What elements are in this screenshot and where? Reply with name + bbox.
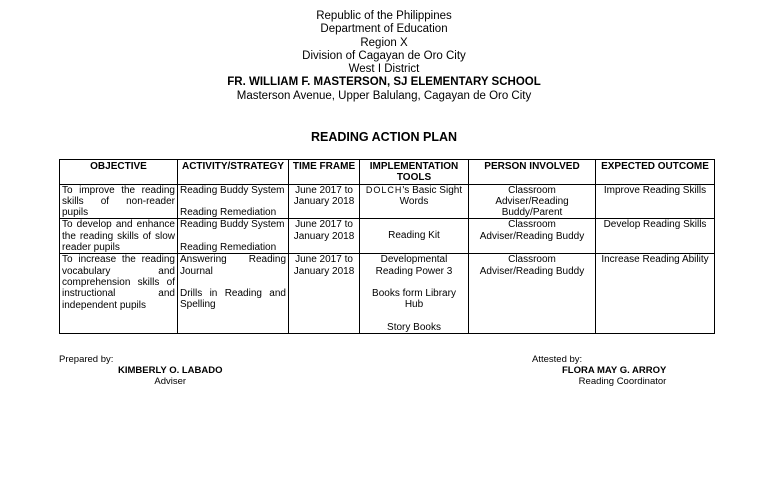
prepared-by-role: Adviser bbox=[154, 376, 187, 387]
activity-line: Reading Remediation bbox=[180, 206, 277, 218]
tools-line: Story Books bbox=[387, 321, 441, 333]
cell-objective: To improve the reading skills of non-reader pupils bbox=[60, 184, 178, 219]
tools-brand: DOLCH bbox=[365, 184, 403, 195]
cell-outcome: Develop Reading Skills bbox=[596, 219, 715, 254]
attested-by-name: FLORA MAY G. ARROY bbox=[562, 365, 667, 376]
cell-activity bbox=[178, 254, 289, 333]
tools-line: Reading Kit bbox=[388, 230, 440, 242]
header-line-region: Region X bbox=[360, 36, 408, 49]
column-header-person: PERSON INVOLVED bbox=[469, 160, 596, 185]
cell-tools bbox=[360, 254, 469, 333]
cell-activity bbox=[178, 184, 289, 219]
column-header-outcome: EXPECTED OUTCOME bbox=[596, 160, 715, 185]
cell-outcome: Increase Reading Ability bbox=[596, 254, 715, 333]
table-row bbox=[60, 254, 715, 333]
cell-time-frame: June 2017 to January 2018 bbox=[289, 184, 360, 219]
table-header-row bbox=[60, 160, 715, 185]
prepared-by-signature bbox=[118, 365, 223, 387]
activity-line: Reading Buddy System bbox=[180, 184, 285, 196]
header-line-department: Department of Education bbox=[320, 23, 448, 36]
attested-by-role: Reading Coordinator bbox=[578, 376, 667, 387]
cell-person: Classroom Adviser/Reading Buddy bbox=[469, 219, 596, 254]
document-header bbox=[0, 10, 768, 103]
header-line-republic: Republic of the Philippines bbox=[316, 10, 452, 22]
activity-line: Reading Buddy System bbox=[180, 219, 285, 231]
column-header-tools: IMPLEMENTATION TOOLS bbox=[360, 160, 469, 185]
prepared-by-label: Prepared by: bbox=[59, 354, 114, 365]
attested-by-block bbox=[532, 354, 582, 365]
prepared-by-block bbox=[59, 354, 113, 365]
tools-line: 's Basic Sight Words bbox=[399, 184, 463, 207]
cell-objective: To increase the reading vocabulary and comprehension skills of instructional and independent pupils bbox=[60, 254, 178, 333]
column-header-activity: ACTIVITY/STRATEGY bbox=[178, 160, 289, 185]
cell-objective: To develop and enhance the reading skills of slow reader pupils bbox=[60, 219, 178, 254]
cell-activity bbox=[178, 219, 289, 254]
cell-person: Classroom Adviser/Reading Buddy/Parent bbox=[469, 184, 596, 219]
tools-line: Developmental Reading Power 3 bbox=[375, 254, 453, 277]
action-plan-table bbox=[59, 159, 715, 334]
cell-time-frame: June 2017 to January 2018 bbox=[289, 219, 360, 254]
column-header-objective: OBJECTIVE bbox=[60, 160, 178, 185]
school-address: Masterson Avenue, Upper Balulang, Cagayan de Oro City bbox=[236, 89, 532, 102]
school-name: FR. WILLIAM F. MASTERSON, SJ ELEMENTARY SCHOOL bbox=[227, 76, 541, 89]
activity-line: Answering Reading Journal bbox=[180, 254, 286, 277]
attested-by-label: Attested by: bbox=[532, 354, 583, 365]
cell-person: Classroom Adviser/Reading Buddy bbox=[469, 254, 596, 333]
column-header-time-frame: TIME FRAME bbox=[289, 160, 360, 185]
cell-tools bbox=[360, 184, 469, 219]
attested-by-signature bbox=[562, 365, 666, 387]
prepared-by-name: KIMBERLY O. LABADO bbox=[118, 365, 223, 376]
header-line-division: Division of Cagayan de Oro City bbox=[302, 49, 466, 62]
page-title: READING ACTION PLAN bbox=[310, 130, 458, 144]
activity-line: Drills in Reading and Spelling bbox=[180, 287, 286, 311]
table-row bbox=[60, 219, 715, 254]
cell-time-frame: June 2017 to January 2018 bbox=[289, 254, 360, 333]
cell-tools bbox=[360, 219, 469, 254]
cell-outcome: Improve Reading Skills bbox=[596, 184, 715, 219]
tools-line: Books form Library Hub bbox=[372, 287, 456, 311]
activity-line: Reading Remediation bbox=[180, 241, 277, 253]
header-line-district: West I District bbox=[348, 63, 420, 76]
table-row bbox=[60, 184, 715, 219]
